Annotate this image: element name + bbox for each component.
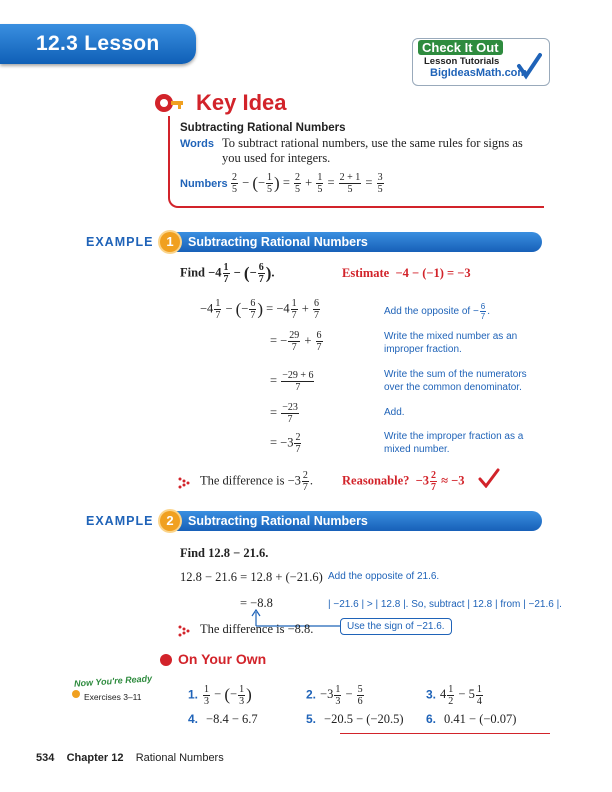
numbers-label: Numbers (180, 178, 228, 190)
example-1-label: EXAMPLE (86, 235, 154, 249)
ex1-step-3: = $\frac{-29 + 6}{7}$ (270, 370, 314, 393)
checkmark-icon (516, 52, 542, 80)
exercise-5: 5. −20.5 − (−20.5) (306, 712, 404, 726)
badge-line-1: Check It Out (418, 40, 503, 55)
example-2-title: Subtracting Rational Numbers (170, 511, 542, 531)
sign-callout: Use the sign of −21.6. (340, 618, 452, 635)
badge-line-2: Lesson Tutorials (424, 56, 500, 67)
example-2-label: EXAMPLE (86, 514, 154, 528)
example-1-number: 1 (160, 232, 180, 252)
ex1-note-3: Write the sum of the numerators over the common denominator. (384, 369, 527, 393)
badge-url[interactable]: BigIdeasMath.com (430, 67, 528, 79)
exercise-6: 6. 0.41 − (−0.07) (426, 712, 517, 726)
words-text: To subtract rational numbers, use the same rules for signs as you used for integers. (222, 136, 523, 165)
ex1-note-4: Add. (384, 407, 405, 418)
now-ready-dot-icon (72, 690, 80, 698)
ex2-note-1: Add the opposite of 21.6. (328, 571, 440, 582)
now-youre-ready (73, 673, 170, 710)
now-ready-exercises: Exercises 3–11 (84, 692, 142, 702)
ex2-note-2: | −21.6 | > | 12.8 |. So, subtract | 12.8 | from | −21.6 |. (328, 599, 562, 610)
key-icon (154, 90, 184, 116)
numbers-equation: $\frac{2}{5}$ − (− $\frac{1}{5}$ ) = $\frac{2}{5}$ + $\frac{1}{5}$ = $\frac{2 + 1}{5}$ = $\frac{3}{5}$ (232, 172, 383, 195)
example-1-title: Subtracting Rational Numbers (170, 232, 542, 252)
example-1-conclusion: The difference is −3 $\frac{2}{7}$ . (200, 470, 313, 493)
example-1-find: Find −4 $\frac{1}{7}$ − (− $\frac{6}{7}$ ). (180, 262, 275, 285)
ex1-note-2: Write the mixed number as an improper fraction. (384, 331, 518, 355)
lesson-title: 12.3 Lesson (36, 32, 160, 55)
check-icon (478, 468, 500, 488)
estimate: Estimate −4 − (−1) = −3 (342, 266, 471, 280)
exercise-4: 4. −8.4 − 6.7 (188, 712, 258, 726)
page-footer (36, 752, 224, 764)
example-2-conclusion: The difference is −8.8. (200, 622, 314, 636)
ex1-step-4: = $\frac{-23}{7}$ (270, 402, 298, 425)
exercise-3: 3. 4 $\frac{1}{2}$ − 5 $\frac{1}{4}$ (426, 684, 482, 707)
ex1-step-2: = − $\frac{29}{7}$ + $\frac{6}{7}$ (270, 330, 322, 353)
on-your-own-title: On Your Own (178, 651, 267, 667)
example-2-number: 2 (160, 511, 180, 531)
exercise-2: 2. −3 $\frac{1}{3}$ − $\frac{5}{6}$ (306, 684, 363, 707)
ex2-step-2: = −8.8 (240, 596, 273, 610)
answer-arrow-icon (178, 477, 192, 489)
ex1-note-5: Write the improper fraction as a mixed number. (384, 431, 524, 455)
ex1-step-1: −4 $\frac{1}{7}$ − (− $\frac{6}{7}$ ) = −4 $\frac{1}{7}$ + $\frac{6}{7}$ (200, 298, 319, 321)
key-idea-subtitle: Subtracting Rational Numbers (180, 122, 346, 134)
chapter-label: Chapter 12 (66, 752, 124, 764)
exercise-1: 1. $\frac{1}{3}$ − (− $\frac{1}{3}$ ) (188, 684, 252, 707)
ex2-step-1: 12.8 − 21.6 = 12.8 + (−21.6) (180, 570, 323, 584)
now-ready-title: Now You're Ready (73, 673, 153, 689)
example-2-find: Find 12.8 − 21.6. (180, 546, 269, 560)
reasonable-check: Reasonable? −3 $\frac{2}{7}$ ≈ −3 (342, 470, 465, 493)
key-idea-title: Key Idea (196, 90, 287, 115)
ex1-note-1: Add the opposite of − $\frac{6}{7}$ . (384, 302, 491, 321)
words-label: Words (180, 138, 215, 150)
answer-arrow-icon (178, 625, 192, 637)
on-your-own-icon (160, 654, 172, 666)
ex1-step-5: = −3 $\frac{2}{7}$ (270, 432, 301, 455)
footer-rule (340, 733, 550, 734)
page-number: 534 (36, 752, 55, 764)
section-label: Rational Numbers (135, 752, 224, 764)
